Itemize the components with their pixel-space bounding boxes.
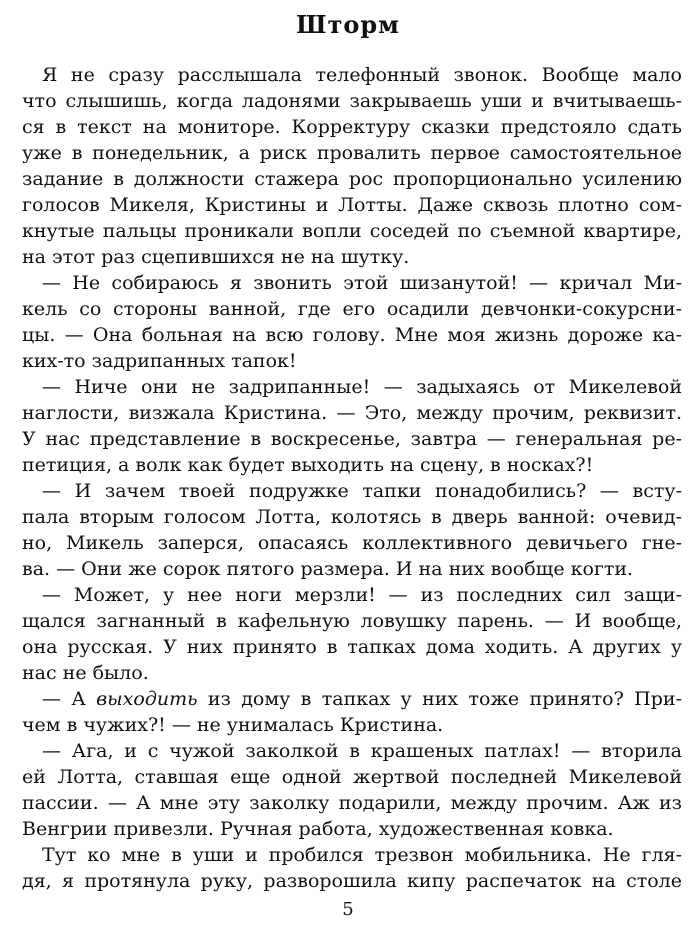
chapter-title: Шторм	[296, 10, 400, 39]
text-line: Тут ко мне в уши и пробился трезвон мобильника. Не гля-	[42, 844, 682, 866]
text-line: — И зачем твоей подружке тапки понадобились? — всту-	[42, 480, 682, 502]
text-line: ей Лотта, ставшая еще одной жертвой последней Микелевой	[22, 766, 682, 788]
text-line: нас не было.	[22, 662, 149, 684]
body-text	[22, 62, 682, 894]
text-line: уже в понедельник, а риск провалить первое самостоятельное	[22, 142, 682, 164]
text-line: — Может, у нее ноги мерзли! — из последних сил защи-	[42, 584, 682, 606]
page-number: 5	[342, 899, 354, 920]
text-line: она русская. У них принято в тапках дома ходить. А других у	[22, 636, 682, 658]
text-line: на этот раз сцепившихся не на шутку.	[22, 246, 410, 268]
text-fragment: из дому в тапках у них тоже принято? При-	[197, 688, 682, 710]
text-line: ких-то задрипанных тапок!	[22, 350, 297, 372]
text-line: кель со стороны ванной, где его осадили девчонки-сокурсни-	[22, 298, 682, 320]
text-line: чем в чужих?! — не унималась Кристина.	[22, 714, 444, 736]
text-line	[22, 686, 682, 712]
text-line: задание в должности стажера рос пропорционально усилению	[22, 168, 682, 190]
text-line: дя, я протянула руку, разворошила кипу распечаток на столе	[22, 870, 682, 892]
text-line: Я не сразу расслышала телефонный звонок. Вообще мало	[42, 64, 682, 86]
text-line: У нас представление в воскресенье, завтра — генеральная ре-	[22, 428, 682, 450]
text-fragment: — А	[42, 688, 97, 710]
text-line: Венгрии привезли. Ручная работа, художественная ковка.	[22, 818, 614, 840]
text-line: — Не собираюсь я звонить этой шизанутой! — кричал Ми-	[42, 272, 682, 294]
text-line: но, Микель заперся, опасаясь коллективного девичьего гне-	[22, 532, 682, 554]
text-line: кнутые пальцы проникали вопли соседей по съемной квартире,	[22, 220, 682, 242]
text-line: цы. — Она больная на всю голову. Мне моя жизнь дороже ка-	[22, 324, 682, 346]
text-line: — Ниче они не задрипанные! — задыхаясь от Микелевой	[42, 376, 682, 398]
text-line: голосов Микеля, Кристины и Лотты. Даже сквозь плотно сом-	[22, 194, 682, 216]
text-line: наглости, визжала Кристина. — Это, между прочим, реквизит.	[22, 402, 682, 424]
text-line: пала вторым голосом Лотта, колотясь в дверь ванной: очевид-	[22, 506, 682, 528]
text-line: пассии. — А мне эту заколку подарили, между прочим. Аж из	[22, 792, 682, 814]
text-line: петиция, а волк как будет выходить на сцену, в носках?!	[22, 454, 594, 476]
text-line: ся в текст на мониторе. Корректуру сказки предстояло сдать	[22, 116, 682, 138]
text-line: — Ага, и с чужой заколкой в крашеных патлах! — вторила	[42, 740, 682, 762]
text-line: что слышишь, когда ладонями закрываешь уши и вчитываешь-	[22, 90, 682, 112]
emphasized-word: выходить	[96, 688, 198, 710]
text-line: ва. — Они же сорок пятого размера. И на них вообще когти.	[22, 558, 634, 580]
text-line: щался загнанный в кафельную ловушку парень. — И вообще,	[22, 610, 682, 632]
